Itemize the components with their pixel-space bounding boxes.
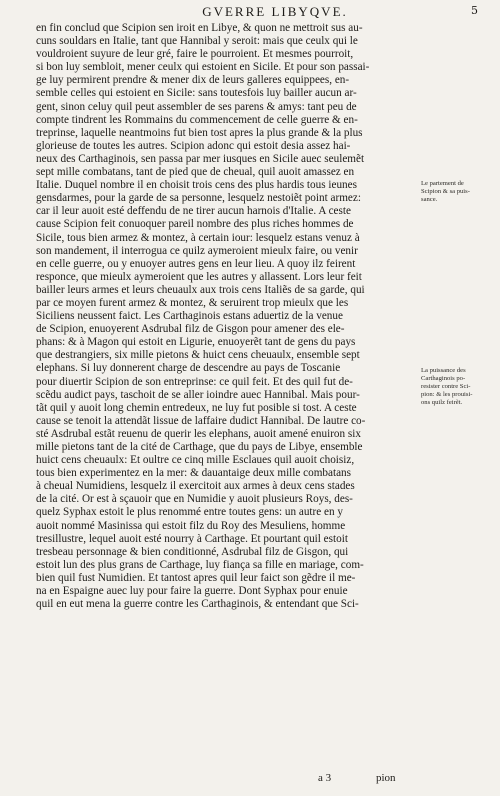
text-line: sept mille combatans, tant de pied que de cheual, quil auoit amassez en (36, 166, 355, 179)
marginal-note-line: resister contre Sci- (421, 383, 471, 390)
text-line: car il leur auoit esté deffendu de ne tirer aucun harnois d'Italie. A ceste (36, 205, 351, 218)
text-line: neux des Carthaginois, sen passa par mer iusques en Sicile auec seulemẽt (36, 152, 365, 165)
text-line: estoit lun des plus grans de Carthage, luy fiança sa fille en mariage, com- (36, 558, 364, 571)
text-line: responce, que mieulx aymeroient que les autres y allassent. Lors leur feit (36, 270, 362, 283)
page-number: 5 (471, 4, 478, 17)
body-text (36, 22, 416, 611)
text-line: sté Asdrubal estãt reuenu de querir les elephans, auoit amené enuiron six (36, 427, 361, 440)
text-line: tãt quil y auoit long chemin entredeux, ne luy fut posible si tost. A ceste (36, 401, 357, 414)
text-line: huict cens cheuaulx: Et oultre ce cinq mille Esclaues quil auoit choisiz, (36, 454, 355, 467)
text-line: que destrangiers, six mille pietons & huict cens cheuaulx, ensemble sept (36, 349, 360, 362)
text-line: cause Scipion feit conuoquer pareil nombre des plus riches hommes de (36, 218, 354, 231)
text-line: tresbeau personnage & bien conditionné, Asdrubal filz de Gisgon, qui (36, 545, 349, 558)
marginal-note-line: La puissance des (421, 367, 466, 374)
text-line: compte tindrent les Rommains du commencement de celle guerre & en- (36, 113, 358, 126)
marginal-note-line: Scipion & sa puis- (421, 188, 470, 195)
text-line: semble celles qui estoient en Sicile: sans toutesfois luy bailler aucun ar- (36, 87, 357, 100)
text-line: Siciliens neussent faict. Les Carthaginois estans aduertiz de la venue (36, 310, 343, 323)
text-line: elephans. Si luy donnerent charge de descendre au pays de Toscanie (36, 362, 341, 375)
text-line: scẽdu audict pays, taschoit de se aller ioindre auec Hannibal. Mais pour- (36, 388, 360, 401)
text-line: glorieuse de toutes les autres. Scipion adonc qui estoit desia assez hai- (36, 139, 351, 152)
marginal-note (421, 367, 493, 407)
text-line: quelz Syphax estoit le plus renommé entre toutes gens: un autre en y (36, 506, 343, 519)
marginal-note-line: Le partement de (421, 180, 464, 187)
text-line: gensdarmes, pour la garde de sa personne, lesquelz nestoiẽt point armez: (36, 192, 361, 205)
marginal-note (421, 180, 493, 204)
text-line: phans: & à Magon qui estoit en Ligurie, enuoyerẽt tant de gens du pays (36, 336, 356, 349)
text-line: à cheual Numidiens, lesquelz il exercitoit aux armes à deux cens stades (36, 480, 355, 493)
text-line: auoit nommé Masinissa qui estoit filz du Roy des Mesuliens, homme (36, 519, 346, 532)
text-line: treprinse, laquelle neantmoins fut bien tost apres la plus grande & la plus (36, 126, 363, 139)
text-line: vouldroient suyure de leur gré, faire le pourroient. Et mesmes pourroit, (36, 48, 354, 61)
marginal-note-line: Carthaginois po- (421, 375, 466, 382)
text-line: quil en eut mena la guerre contre les Carthaginois, & entendant que Sci- (36, 598, 359, 611)
text-line: cause se tenoit la attendãt lissue de laffaire dudict Hannibal. De lautre co- (36, 414, 366, 427)
marginal-note-line: sance. (421, 196, 438, 203)
text-line: Sicile, tous bien armez & montez, à certain iour: lesquelz estans venuz à (36, 231, 360, 244)
text-line: en fin conclud que Scipion sen iroit en Libye, & quon ne mettroit sus au- (36, 22, 363, 34)
text-line: de Scipion, enuoyerent Asdrubal filz de Gisgon pour amener des ele- (36, 323, 345, 336)
text-line: de la cité. Or est à sçauoir que en Numidie y auoit plusieurs Roys, des- (36, 493, 353, 506)
text-line: cuns souldars en Italie, tant que Hannibal y seroit: mais que ceulx qui le (36, 35, 358, 48)
text-line: tresillustre, lequel auoit esté nourry à Carthage. Et pourtant quil estoit (36, 532, 348, 545)
catchword: pion (376, 772, 396, 784)
marginal-note-line: pion: & les prouisi- (421, 391, 473, 398)
text-line: tous bien experimentez en la mer: & dauantaige deux mille combatans (36, 467, 352, 480)
running-title: GVERRE LIBYQVE. (202, 4, 348, 19)
signature-mark: a 3 (318, 772, 332, 784)
text-line: ge luy permirent prendre & mener dix de leurs galleres equippees, en- (36, 74, 350, 87)
text-line: Italie. Duquel nombre il en choisit trois cens des plus hardis tous ieunes (36, 179, 357, 192)
text-line: son mandement, il interrogua ce quilz aymeroient mieulx faire, ou venir (36, 244, 358, 257)
text-line: bailler leurs armes et leurs cheuaulx aux trois cens Italiẽs de sa garde, qui (36, 283, 365, 296)
text-line: par ce moyen furent armez & montez, & seruirent trop mieulx que les (36, 296, 349, 309)
text-line: si bon luy sembloit, mener ceulx qui estoient en Sicile. Et pour son passai- (36, 61, 370, 74)
text-line: mille pietons tant de la cité de Carthage, que du pays de Libye, ensemble (36, 441, 363, 453)
marginal-note-line: ons quilz feirẽt. (421, 399, 463, 406)
text-line: bien quil fust Numidien. Et tantost apres quil leur faict son gẽdre il me- (36, 571, 356, 584)
text-line: pour diuertir Scipion de son entreprinse: ce quil feit. Et des quil fut de- (36, 375, 353, 388)
text-line: na en Espaigne auec luy pour faire la guerre. Dont Syphax pour enuie (36, 585, 348, 598)
text-line: gent, sinon celuy quil peut assembler de ses parens & amys: tant peu de (36, 100, 357, 113)
text-line: en celle guerre, ou y enuoyer autres gens en leur lieu. A quoy ilz feirent (36, 257, 356, 270)
